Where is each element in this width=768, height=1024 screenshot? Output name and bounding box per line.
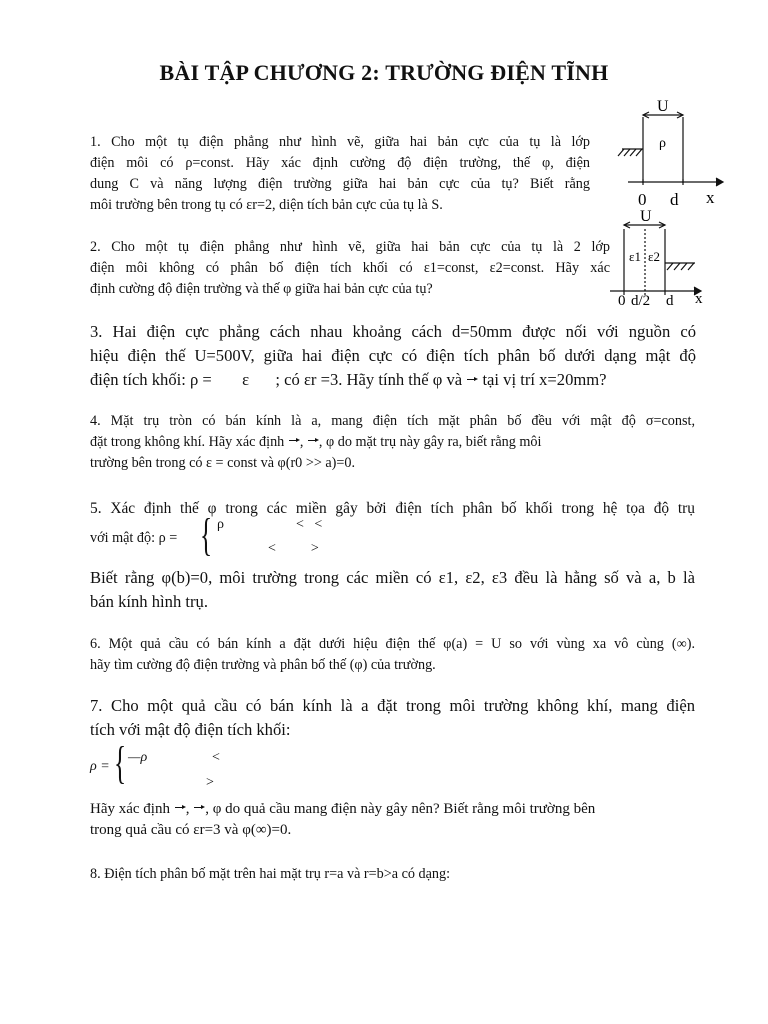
vector-arrow-icon — [174, 803, 186, 813]
problem-5-line: bán kính hình trụ. — [90, 592, 208, 611]
problem-7-line: tích với mật độ điện tích khối: — [90, 720, 291, 739]
case-1-fraction: —ρ — [128, 750, 148, 765]
problem-7-text: Hãy xác định — [90, 801, 170, 817]
case-2-condition: < > — [268, 541, 319, 556]
voltage-label: U — [640, 208, 652, 225]
problem-7-line: trong quả cầu có εr=3 và φ(∞)=0. — [90, 822, 292, 838]
problem-4 — [90, 411, 695, 474]
problem-4-text: , φ do mặt trụ này gây ra, biết rằng môi — [318, 434, 542, 450]
vector-arrow-icon — [307, 436, 319, 446]
capacitor-figure-1 — [600, 95, 728, 210]
problem-3-line — [90, 368, 696, 392]
vector-arrow-icon — [193, 803, 205, 813]
problem-4-line — [90, 432, 695, 453]
problem-7-line: 7. Cho một quả cầu có bán kính là a đặt trong môi trường không khí, mang điện — [90, 696, 695, 715]
density-prefix: với mật độ: ρ = — [90, 530, 178, 546]
problem-7-line — [90, 799, 695, 820]
axis-x-label: x — [695, 291, 703, 307]
problem-6-line: hãy tìm cường độ điện trường và phân bố thế (φ) của trường. — [90, 657, 436, 673]
problem-4-line: trường bên trong có ε = const và φ(r0 >> a)=0. — [90, 455, 356, 471]
axis-x-label: x — [706, 188, 715, 207]
problem-5-line: Biết rằng φ(b)=0, môi trường trong các miền có ε1, ε2, ε3 đều là hằng số và a, b là — [90, 568, 695, 587]
case-2-condition: > — [206, 775, 214, 790]
problem-4-line: 4. Mặt trụ tròn có bán kính là a, mang điện tích mặt phân bố đều với mật độ σ=const, — [90, 413, 695, 429]
case-1-condition: < — [212, 750, 220, 765]
axis-half-d-label: d/2 — [631, 293, 651, 309]
epsilon-2-label: ε2 — [648, 249, 660, 264]
problem-5-line: 5. Xác định thế φ trong các miền gây bởi điện tích phân bố khối trong hệ tọa độ trụ — [90, 500, 695, 517]
problem-5-heading — [90, 498, 695, 519]
axis-origin-label: 0 — [638, 190, 647, 209]
problem-1-line: điện môi có ρ=const. Hãy xác định cường độ điện trường, thế φ, điện — [90, 155, 590, 171]
problem-2-line: định cường độ điện trường và thế φ giữa hai bản cực của tụ? — [90, 281, 433, 297]
problem-1-line: 1. Cho một tụ điện phẳng như hình vẽ, giữa hai bản cực của tụ là lớp — [90, 134, 590, 150]
axis-d-label: d — [666, 293, 674, 309]
problem-3-text: tại vị trí x=20mm? — [482, 370, 607, 389]
vector-arrow-icon — [466, 375, 478, 385]
piecewise-brace: { — [200, 509, 213, 560]
problem-1-line: dung C và năng lượng điện trường giữa hai bản cực của tụ? Biết rằng — [90, 176, 590, 192]
problem-3-text: ; có εr =3. Hãy tính thế φ và — [275, 370, 463, 389]
problem-2-line: điện môi không có phân bố điện tích khối có ε1=const, ε2=const. Hãy xác — [90, 260, 610, 276]
problem-3-line: 3. Hai điện cực phẳng cách nhau khoảng cách d=50mm được nối với nguồn có — [90, 322, 696, 341]
problem-3-line: hiệu điện thế U=500V, giữa hai điện cực có điện tích phân bố dưới dạng mật độ — [90, 346, 696, 365]
problem-6 — [90, 634, 695, 676]
problem-7 — [90, 694, 695, 742]
problem-1-line: môi trường bên trong tụ có εr=2, diện tích bản cực của tụ là S. — [90, 197, 443, 213]
separator: , — [185, 801, 190, 817]
epsilon-symbol: ε — [242, 370, 250, 389]
page-title: BÀI TẬP CHƯƠNG 2: TRƯỜNG ĐIỆN TĨNH — [159, 60, 609, 85]
case-1-condition: < < — [296, 517, 323, 532]
problem-4-text: đặt trong không khí. Hãy xác định — [90, 434, 285, 450]
problem-8-line: 8. Điện tích phân bố mặt trên hai mặt trụ r=a và r=b>a có dạng: — [90, 866, 451, 882]
problem-2 — [90, 237, 610, 300]
case-1-rho: ρ — [217, 517, 224, 532]
piecewise-brace: { — [114, 737, 127, 788]
problem-2-line: 2. Cho một tụ điện phẳng như hình vẽ, giữa hai bản cực của tụ là 2 lớp — [90, 239, 610, 255]
density-prefix: ρ = — [90, 759, 110, 774]
axis-origin-label: 0 — [618, 293, 626, 309]
problem-7-text: , φ do quả cầu mang điện này gây nên? Biết rằng môi trường bên — [205, 801, 596, 817]
voltage-label: U — [657, 98, 669, 115]
problem-5-body — [90, 566, 695, 614]
density-prefix: điện tích khối: ρ = — [90, 370, 212, 389]
problem-6-line: 6. Một quả cầu có bán kính a đặt dưới hiệu điện thế φ(a) = U so với vùng xa vô cùng (∞). — [90, 636, 695, 652]
problem-7-body — [90, 799, 695, 841]
axis-d-label: d — [670, 190, 679, 209]
capacitor-figure-2 — [600, 205, 728, 310]
problem-3 — [90, 320, 696, 392]
rho-label: ρ — [659, 136, 666, 151]
problem-8 — [90, 864, 695, 885]
vector-arrow-icon — [288, 436, 300, 446]
problem-1 — [90, 132, 590, 216]
epsilon-1-label: ε1 — [629, 249, 641, 264]
separator: , — [299, 434, 304, 450]
